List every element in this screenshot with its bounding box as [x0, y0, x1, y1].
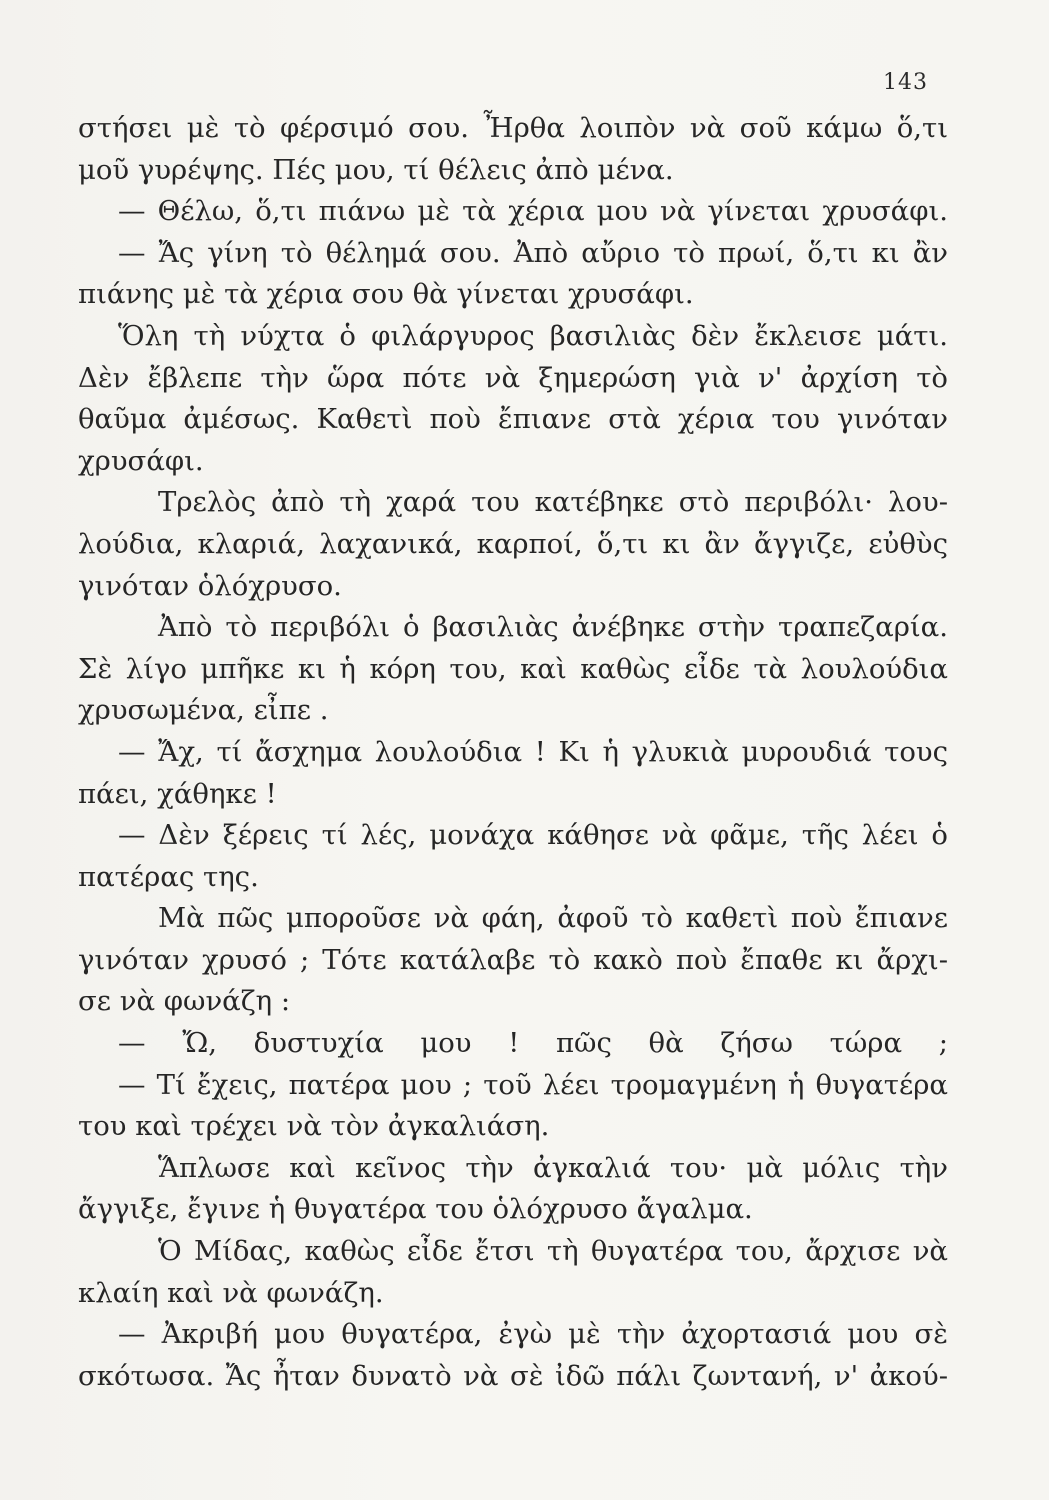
text-line: Ὅλη τὴ νύχτα ὁ φιλάργυρος βασιλιὰς δὲν ἔκλεισε μάτι. [118, 319, 948, 352]
text-line: στήσει μὲ τὸ φέρσιμό σου. Ἦρθα λοιπὸν νὰ σοῦ κάμω ὅ,τι [78, 112, 948, 144]
text-line: Ἅπλωσε καὶ κεῖνος τὴν ἀγκαλιά του· μὰ μόλις τὴν [158, 1151, 948, 1184]
text-line: — Θέλω, ὅ,τι πιάνω μὲ τὰ χέρια μου νὰ γίνεται χρυσάφι. [118, 195, 948, 228]
text-line: — Ἄς γίνη τὸ θέλημά σου. Ἀπὸ αὔριο τὸ πρωί, ὅ,τι κι ἂν [118, 236, 948, 269]
text-line: — Ἄχ, τί ἄσχημα λουλούδια ! Κι ἡ γλυκιὰ μυρουδιά τους [118, 735, 948, 768]
text-line: — Δὲν ξέρεις τί λές, μονάχα κάθησε νὰ φᾶμε, τῆς λέει ὁ [118, 819, 948, 852]
text-line: Δὲν ἔβλεπε τὴν ὥρα πότε νὰ ξημερώση γιὰ ν' ἀρχίση τὸ [78, 361, 948, 394]
text-line: κλαίη καὶ νὰ φωνάζη. [78, 1276, 384, 1309]
text-line: του καὶ τρέχει νὰ τὸν ἀγκαλιάση. [78, 1110, 550, 1143]
text-line: πάει, χάθηκε ! [78, 777, 277, 810]
text-line: — Ὤ, δυστυχία μου ! πῶς θὰ ζήσω τώρα ; [118, 1027, 948, 1060]
text-line: θαῦμα ἀμέσως. Καθετὶ ποὺ ἔπιανε στὰ χέρια του γινόταν [78, 403, 948, 436]
text-line: χρυσάφι. [78, 444, 204, 477]
text-line: χρυσωμένα, εἶπε . [78, 694, 329, 727]
text-line: Ἀπὸ τὸ περιβόλι ὁ βασιλιὰς ἀνέβηκε στὴν τραπεζαρία. [158, 611, 948, 644]
text-line: — Τί ἔχεις, πατέρα μου ; τοῦ λέει τρομαγμένη ἡ θυγατέρα [118, 1068, 948, 1101]
text-line: πιάνης μὲ τὰ χέρια σου θὰ γίνεται χρυσάφι. [78, 278, 694, 311]
text-line: Σὲ λίγο μπῆκε κι ἡ κόρη του, καὶ καθὼς εἶδε τὰ λουλούδια [78, 652, 948, 685]
text-line: γινόταν ὁλόχρυσο. [78, 569, 342, 602]
text-line: πατέρας της. [78, 860, 259, 893]
text-line: — Ἀκριβή μου θυγατέρα, ἐγὼ μὲ τὴν ἀχορτασιά μου σὲ [118, 1318, 948, 1351]
text-line: ἄγγιξε, ἔγινε ἡ θυγατέρα του ὁλόχρυσο ἄγαλμα. [78, 1193, 753, 1226]
text-line: Ὁ Μίδας, καθὼς εἶδε ἔτσι τὴ θυγατέρα του, ἄρχισε νὰ [158, 1235, 948, 1268]
text-line: γινόταν χρυσό ; Τότε κατάλαβε τὸ κακὸ ποὺ ἔπαθε κι ἄρχι- [78, 943, 948, 976]
body-text [78, 108, 948, 1397]
text-line: Μὰ πῶς μποροῦσε νὰ φάη, ἀφοῦ τὸ καθετὶ ποὺ ἔπιανε [158, 902, 948, 935]
text-line: Τρελὸς ἀπὸ τὴ χαρά του κατέβηκε στὸ περιβόλι· λου- [158, 486, 948, 519]
text-line: μοῦ γυρέψης. Πές μου, τί θέλεις ἀπὸ μένα. [78, 153, 674, 186]
page-number: 143 [883, 70, 928, 95]
text-line: λούδια, κλαριά, λαχανικά, καρποί, ὅ,τι κι ἂν ἄγγιζε, εὐθὺς [78, 527, 948, 560]
text-line: σκότωσα. Ἄς ἦταν δυνατὸ νὰ σὲ ἰδῶ πάλι ζωντανή, ν' ἀκού- [78, 1359, 948, 1392]
text-line: σε νὰ φωνάζη : [78, 985, 291, 1018]
